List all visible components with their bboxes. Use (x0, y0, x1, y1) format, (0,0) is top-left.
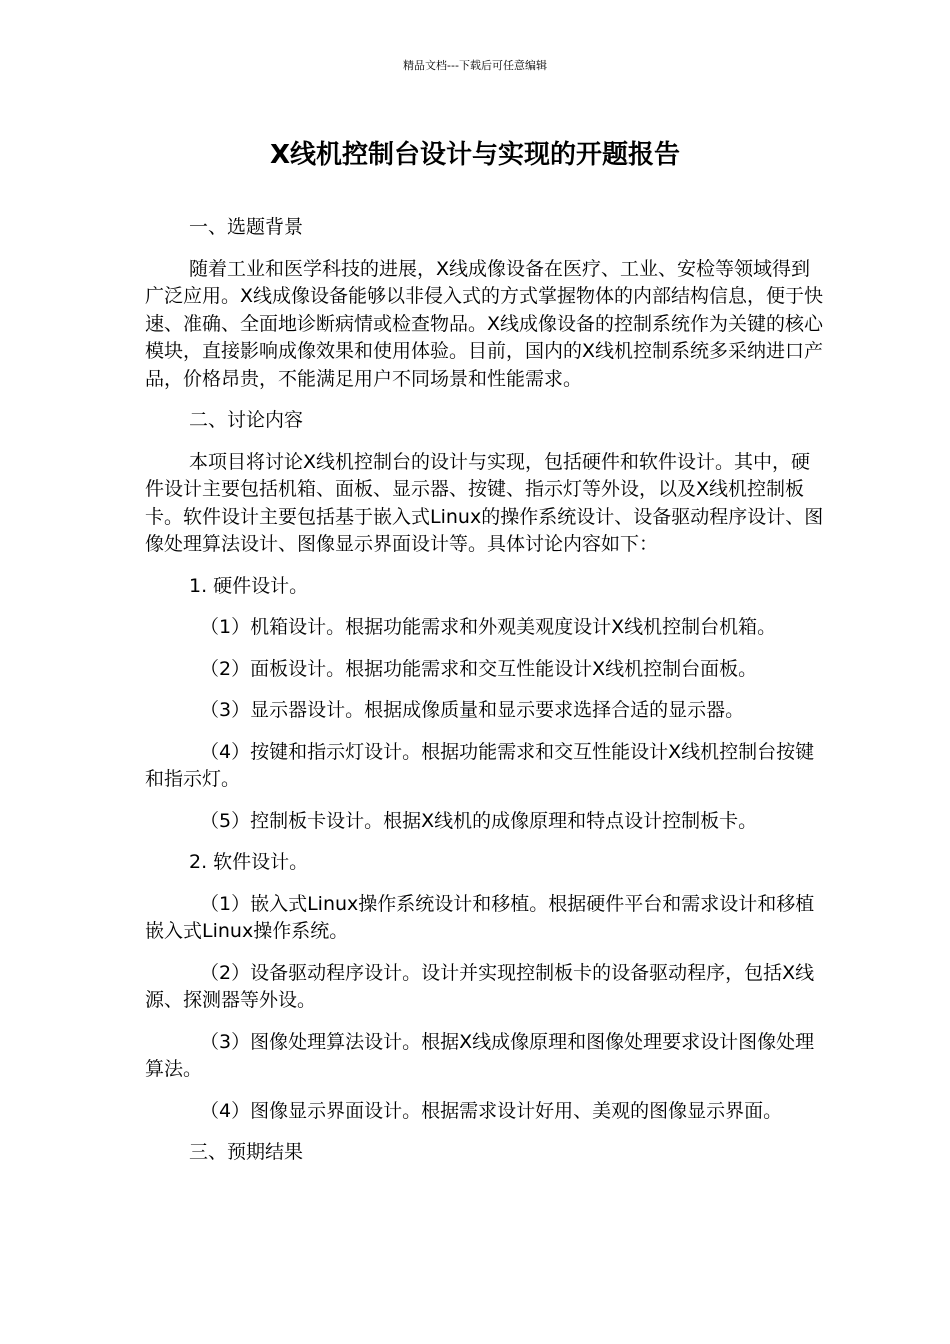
section-heading-content: 二、讨论内容 (189, 409, 304, 431)
hardware-item: （5）控制板卡设计。根据X线机的成像原理和特点设计控制板卡。 (200, 809, 758, 832)
hardware-item: （1）机箱设计。根据功能需求和外观美观度设计X线机控制台机箱。 (200, 616, 777, 638)
software-item: （3）图像处理算法设计。根据X线成像原理和图像处理要求设计图像处理算法。 (145, 1030, 815, 1080)
section-heading-background: 一、选题背景 (189, 216, 304, 238)
hardware-item: （3）显示器设计。根据成像质量和显示要求选择合适的显示器。 (200, 699, 745, 721)
page-header: 精品文档---下载后可任意编辑 (403, 59, 547, 72)
software-item: （4）图像显示界面设计。根据需求设计好用、美观的图像显示界面。 (200, 1099, 783, 1122)
hardware-heading: 1. 硬件设计。 (189, 574, 309, 597)
content-paragraph: 本项目将讨论X线机控制台的设计与实现，包括硬件和软件设计。其中，硬件设计主要包括机箱、面板、显示器、按键、指示灯等外设，以及X线机控制板卡。软件设计主要包括基于嵌入式Linux的操作系统设计、设备驱动程序设计、图像处理算法设计、图像显示界面设计等。具体讨论内容如下： (145, 450, 824, 555)
section-heading-expected-results: 三、预期结果 (189, 1141, 304, 1163)
document-title: X线机控制台设计与实现的开题报告 (269, 140, 681, 170)
background-paragraph: 随着工业和医学科技的进展，X线成像设备在医疗、工业、安检等领域得到广泛应用。X线成像设备能够以非侵入式的方式掌握物体的内部结构信息，便于快速、准确、全面地诊断病情或检查物品。X线成像设备的控制系统作为关键的核心模块，直接影响成像效果和使用体验。目前，国内的X线机控制系统多采纳进口产品，价格昂贵，不能满足用户不同场景和性能需求。 (145, 257, 824, 390)
document-body (145, 214, 825, 1181)
software-item: （2）设备驱动程序设计。设计并实现控制板卡的设备驱动程序，包括X线源、探测器等外设。 (145, 961, 815, 1011)
hardware-item: （2）面板设计。根据功能需求和交互性能设计X线机控制台面板。 (200, 657, 758, 680)
software-heading: 2. 软件设计。 (189, 851, 309, 873)
software-item: （1）嵌入式Linux操作系统设计和移植。根据硬件平台和需求设计和移植嵌入式Linux操作系统。 (145, 892, 815, 942)
hardware-item: （4）按键和指示灯设计。根据功能需求和交互性能设计X线机控制台按键和指示灯。 (145, 740, 815, 790)
